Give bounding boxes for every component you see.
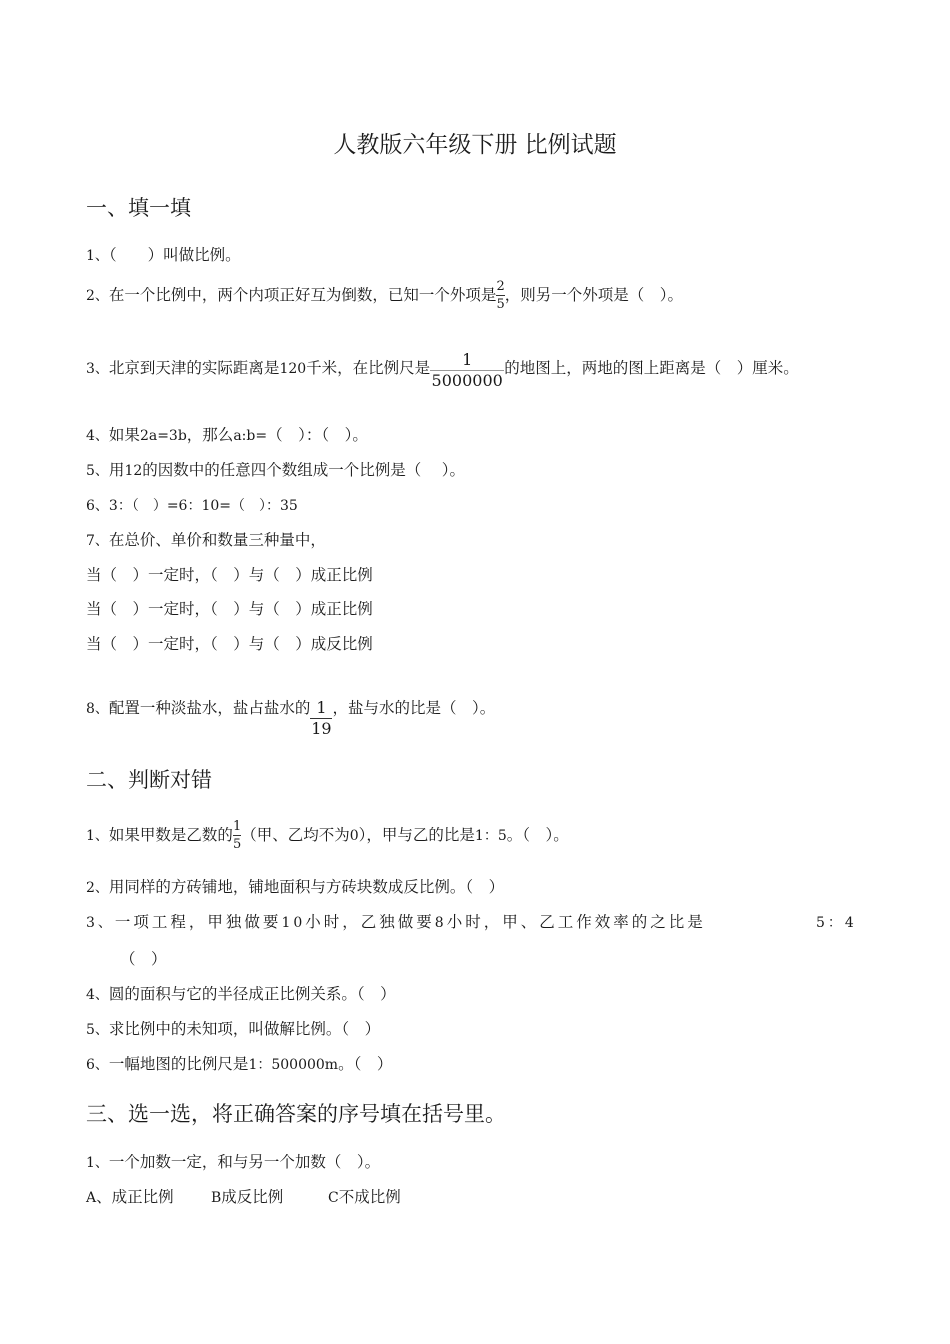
question-text: 千米，在比例尺是 [306, 359, 431, 377]
question-text: 。（ ） [338, 1055, 393, 1073]
denominator: 19 [311, 719, 332, 738]
option-text: 成反比例 [221, 1188, 284, 1206]
denominator: 5000000 [431, 371, 503, 390]
option-text: 、成正比例 [96, 1188, 174, 1206]
option-b [211, 1186, 283, 1209]
page-title: 人教版六年级下册 比例试题 [333, 132, 617, 158]
denominator: 5 [496, 297, 505, 312]
fraction [310, 700, 332, 737]
question-2-3 [86, 911, 706, 934]
question-number: 1、 [86, 828, 109, 844]
numerator: 2 [496, 279, 505, 294]
distance-value: 120 [279, 361, 307, 377]
question-text: 3：（ ）=6：10=（ ）：35 [108, 498, 298, 514]
question-number: 8、 [86, 701, 109, 717]
question-text: 的因数中的任意四个数组成一个比例是（ ）。 [142, 461, 465, 479]
section-heading-choose: 三、选一选，将正确答案的序号填在括号里。 [86, 1102, 506, 1126]
question-number: 3、 [86, 361, 109, 377]
answer-paren: （ ） [120, 950, 167, 968]
question-text: ，盐与水的比是（ ）。 [332, 699, 496, 717]
question-text: ），甲与乙的比是 [358, 826, 475, 844]
question-text: 。（ ）。 [506, 826, 569, 844]
question-1-7 [86, 529, 326, 552]
question-2-5 [86, 1018, 380, 1041]
question-text: 如果 [108, 426, 140, 444]
question-2-4 [86, 983, 396, 1006]
numerator: 1 [462, 350, 473, 369]
question-1-5 [86, 459, 465, 482]
ratio-value: 5：4 [816, 915, 857, 931]
question-1-8 [86, 680, 495, 737]
question-text: 配置一种淡盐水，盐占盐水的 [108, 699, 311, 717]
question-number: 2、 [86, 880, 109, 896]
number-value: 10 [281, 915, 306, 931]
question-1-2 [86, 280, 683, 311]
question-number: 1、 [86, 1155, 109, 1171]
question-text: （ ）叫做比例。 [108, 246, 241, 264]
option-a [86, 1186, 174, 1209]
question-number: 6、 [86, 498, 109, 514]
question-text: 一个加数一定，和与另一个加数（ ）。 [108, 1153, 381, 1171]
number-value: 12 [124, 463, 143, 479]
question-1-1 [86, 244, 241, 267]
expression: a:b= [233, 428, 268, 444]
question-text: 北京到天津的实际距离是 [108, 359, 280, 377]
question-number: 6、 [86, 1057, 109, 1073]
question-text: 圆的面积与它的半径成正比例关系。（ ） [108, 985, 396, 1003]
question-text: 用同样的方砖铺地，铺地面积与方砖块数成反比例。（ ） [108, 878, 505, 896]
question-number: 4、 [86, 987, 109, 1003]
question-number: 5、 [86, 1022, 109, 1038]
expression: 2a=3b [139, 428, 187, 444]
question-1-7-line-3: 当（ ）一定时，（ ）与（ ）成反比例 [86, 635, 373, 653]
question-2-6 [86, 1053, 392, 1076]
question-number: 2、 [86, 288, 109, 304]
question-text: 一幅地图的比例尺是 [108, 1055, 249, 1073]
option-letter: B [211, 1190, 222, 1206]
number-value: 8 [434, 915, 447, 931]
number-value: 0 [349, 828, 359, 844]
option-letter: A [86, 1190, 97, 1206]
question-2-1 [86, 820, 569, 851]
question-text: 如果甲数是乙数的 [108, 826, 233, 844]
question-number: 5、 [86, 463, 109, 479]
ratio-value: 1：5 [474, 828, 507, 844]
option-letter: C [328, 1190, 339, 1206]
option-c [328, 1186, 401, 1209]
question-2-2 [86, 876, 504, 899]
question-text: 在总价、单价和数量三种量中， [108, 531, 326, 549]
question-text: 小时，甲、乙工作效率的之比是 [446, 913, 706, 931]
question-text: 求比例中的未知项，叫做解比例。（ ） [108, 1020, 381, 1038]
section-heading-fill: 一、填一填 [86, 196, 191, 220]
question-text: （甲、乙均不为 [241, 826, 350, 844]
question-1-3 [86, 348, 799, 389]
question-text: 用 [108, 461, 125, 479]
question-text: 的地图上，两地的图上距离是（ ）厘米。 [504, 359, 799, 377]
question-number: 1、 [86, 248, 109, 264]
question-text: （ ）：（ ）。 [267, 426, 368, 444]
question-number: 4、 [86, 428, 109, 444]
question-1-4 [86, 424, 368, 447]
question-1-7-line-2: 当（ ）一定时，（ ）与（ ）成正比例 [86, 600, 373, 618]
scale-value: 1：500000m [248, 1057, 339, 1073]
question-1-6 [86, 494, 298, 517]
question-text: 小时，乙独做要 [305, 913, 435, 931]
fraction [430, 352, 504, 389]
question-3-1 [86, 1151, 380, 1174]
question-text: 一项工程，甲独做要 [114, 913, 282, 931]
question-text: 在一个比例中，两个内项正好互为倒数，已知一个外项是 [108, 286, 497, 304]
numerator: 1 [232, 819, 242, 834]
section-heading-judge: 二、判断对错 [86, 768, 212, 792]
fraction [233, 820, 241, 851]
fraction [496, 280, 504, 311]
question-text: ，则另一个外项是（ ）。 [504, 286, 683, 304]
option-text: 不成比例 [338, 1188, 401, 1206]
question-1-7-line-1: 当（ ）一定时，（ ）与（ ）成正比例 [86, 566, 373, 584]
numerator: 1 [316, 698, 327, 717]
denominator: 5 [232, 837, 242, 852]
question-number: 3、 [86, 915, 115, 931]
question-text: ，那么 [186, 426, 234, 444]
question-number: 7、 [86, 533, 109, 549]
